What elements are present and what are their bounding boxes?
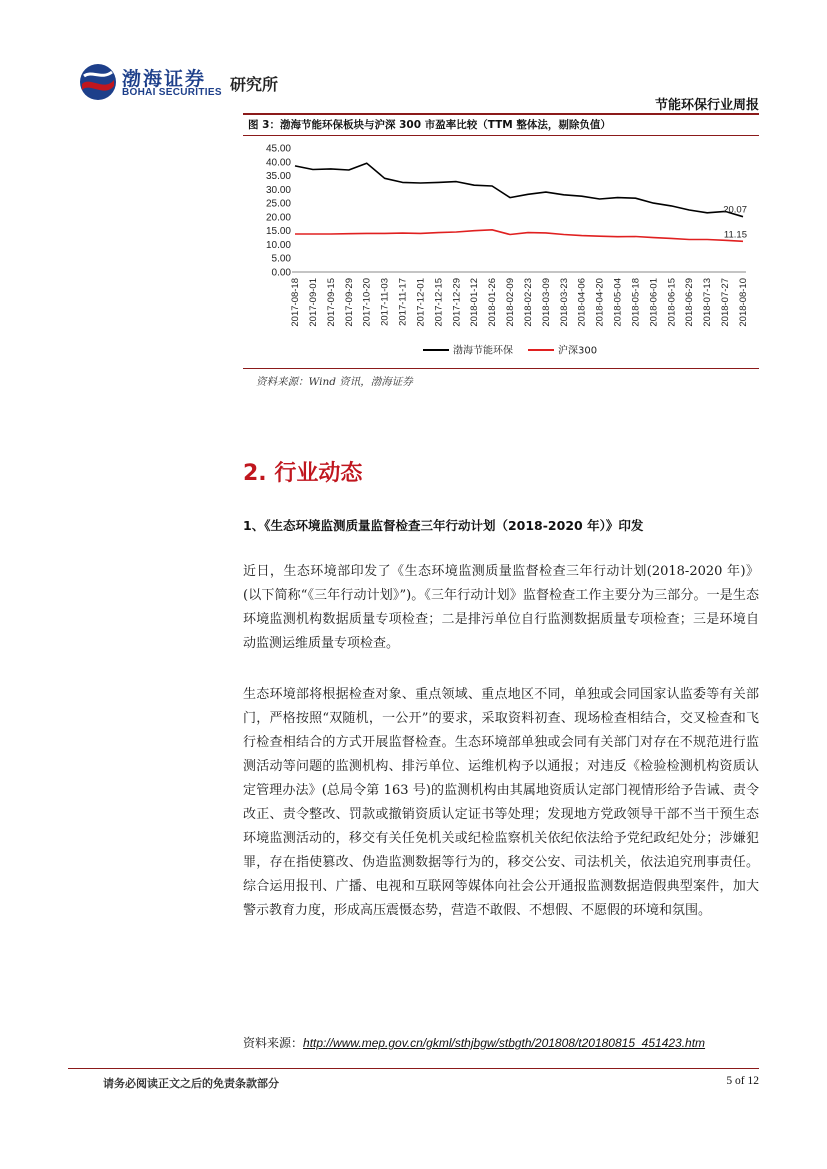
x-tick-label: 2018-08-10 [738,278,749,327]
series-line-bohai-env [295,163,743,217]
y-tick-label: 10.00 [265,239,291,251]
series-end-label: 20.07 [723,204,747,216]
page-number: 5 of 12 [726,1075,759,1087]
x-tick-label: 2018-05-04 [612,278,624,327]
series-line-hs300 [295,230,743,242]
x-tick-label: 2018-03-09 [540,278,552,327]
y-tick-label: 5.00 [271,253,291,265]
x-tick-label: 2018-06-01 [648,278,660,327]
x-tick-label: 2018-07-13 [702,278,714,327]
logo-english-name: BOHAI SECURITIES [122,87,222,98]
x-tick-label: 2017-11-03 [379,278,391,326]
x-tick-label: 2018-07-27 [720,277,732,327]
x-tick-label: 2018-01-12 [469,278,481,327]
pe-ratio-line-chart [243,138,759,366]
footer-disclaimer: 请务必阅读正文之后的免责条款部分 [103,1077,279,1090]
x-tick-label: 2018-06-15 [666,278,678,327]
figure-source: 资料来源：Wind 资讯，渤海证券 [256,376,413,388]
x-tick-label: 2018-03-23 [558,278,570,327]
legend-label: 渤海节能环保 [453,345,513,357]
institute-name: 研究所 [230,75,279,94]
x-tick-label: 2017-08-18 [290,278,301,327]
y-tick-label: 40.00 [265,157,291,169]
news-source-link[interactable]: http://www.mep.gov.cn/gkml/sthjbgw/stbgth/201808/t20180815_451423.htm [303,1036,706,1050]
x-tick-label: 2017-12-15 [433,278,445,327]
y-tick-label: 45.00 [265,143,291,155]
y-tick-label: 35.00 [265,171,291,183]
footer-divider [68,1068,759,1069]
figure-title-divider [243,135,759,136]
x-tick-label: 2017-10-20 [361,278,373,327]
news-subheading: 1、《生态环境监测质量监督检查三年行动计划（2018-2020 年）》印发 [243,518,644,533]
x-tick-label: 2018-05-18 [630,278,642,327]
section-heading: 2. 行业动态 [243,461,363,486]
legend-label: 沪深300 [558,345,598,357]
x-tick-label: 2018-01-26 [487,278,499,327]
x-tick-label: 2017-12-01 [415,278,427,327]
figure-bottom-divider [243,368,759,369]
x-tick-label: 2017-11-17 [397,278,409,326]
x-tick-label: 2018-02-09 [505,278,517,327]
x-tick-label: 2017-09-01 [307,278,319,327]
header-divider [243,113,759,115]
x-tick-label: 2017-09-15 [325,278,337,327]
y-tick-label: 15.00 [265,226,291,238]
y-tick-label: 20.00 [265,212,291,224]
figure-title: 图 3：渤海节能环保板块与沪深 300 市盈率比较（TTM 整体法，剔除负值） [248,119,611,131]
company-logo [78,62,308,106]
x-tick-label: 2017-09-29 [343,278,355,327]
paragraph-1: 近日，生态环境部印发了《生态环境监测质量监督检查三年行动计划(2018-2020 年)》(以下简称“《三年行动计划》”)。《三年行动计划》监督检查工作主要分为三部分。一是生态环境监测机构数据质量专项检查；二是排污单位自行监测数据质量专项检查；三是环境自动监测运维质量专项检查。 [243,564,759,651]
x-tick-label: 2018-06-29 [684,278,696,327]
series-end-label: 11.15 [723,229,747,241]
paragraph-2: 生态环境部将根据检查对象、重点领域、重点地区不同，单独或会同国家认监委等有关部门，严格按照“双随机，一公开”的要求，采取资料初查、现场检查相结合，交叉检查和飞行检查相结合的方式开展监督检查。生态环境部单独或会同有关部门对存在不规范进行监测活动等问题的监测机构、排污单位、运维机构予以通报；对违反《检验检测机构资质认定管理办法》(总局令第 163 号)的监测机构由其属地资质认定部门视情形给予告诫、责令改正、责令整改、罚款或撤销资质认定证书等处理；发现地方党政领导干部不当干预生态环境监测活动的，移交有关任免机关或纪检监察机关依纪依法给予党纪政纪处分；涉嫌犯罪，存在指使篡改、伪造监测数据等行为的，移交公安、司法机关，依法追究刑事责任。综合运用报刊、广播、电视和互联网等媒体向社会公开通报监测数据造假典型案件，加大警示教育力度，形成高压震慑态势，营造不敢假、不想假、不愿假的环境和氛围。 [243,687,759,918]
report-title: 节能环保行业周报 [654,98,759,113]
y-tick-label: 25.00 [265,198,291,210]
news-source-label: 资料来源： [243,1036,304,1050]
x-tick-label: 2018-04-20 [594,278,606,327]
x-tick-label: 2017-12-29 [451,278,463,327]
y-tick-label: 0.00 [271,267,291,279]
logo-chinese-name: 渤海证券 [122,68,207,90]
x-tick-label: 2018-04-06 [576,278,588,327]
bohai-logo-icon [78,62,118,102]
news-source [243,1034,705,1051]
x-tick-label: 2018-02-23 [522,278,534,327]
y-tick-label: 30.00 [265,184,291,196]
